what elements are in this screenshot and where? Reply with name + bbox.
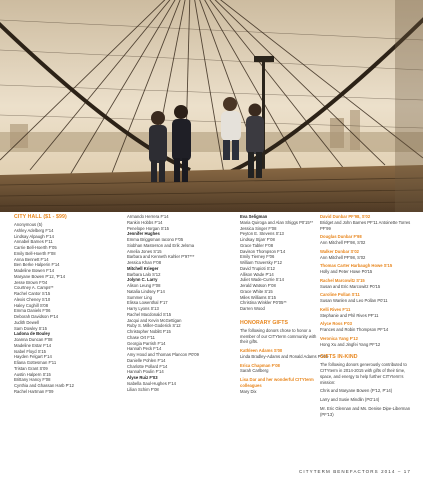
donor-name: Isabella Saul-Hughes F'14 bbox=[127, 380, 176, 386]
donor-name: Jessica Singer F'08 bbox=[240, 225, 277, 231]
donor-name: Madeline Estar F'14 bbox=[14, 342, 52, 348]
donor-name: Christina Winkler P0'05** bbox=[240, 300, 287, 306]
donor-name: Ashley Adelberg F'14 bbox=[14, 227, 54, 233]
donor-name: Eva Seligman bbox=[240, 214, 268, 219]
donor-name: Hannah Peck F'14 bbox=[127, 346, 162, 352]
donor-name: Haley Coghill S'08 bbox=[14, 302, 49, 308]
donor-name: William Traversky F'12 bbox=[240, 260, 282, 265]
donor-name: Barbara and Kenneth Kahler P'97*** bbox=[127, 254, 195, 260]
donor-name: Anna Bennett F'14 bbox=[14, 256, 49, 262]
bridge-photo bbox=[0, 0, 423, 212]
donor-name: Jerald Watson F'08 bbox=[240, 283, 276, 288]
donor-name: Natalia Lindsey F'14 bbox=[127, 288, 165, 294]
honor-donors: Susan and Eric Marcowitz P0'15 bbox=[320, 283, 381, 289]
donor-name: Elissa Lowenthal F'17 bbox=[127, 300, 168, 306]
donor-name: Armando Herrera F'14 bbox=[127, 214, 169, 219]
honoree-name: David Dunbar PF'98, S'02 bbox=[320, 214, 371, 219]
donor-name: Juliet Wade-Currie S'14 bbox=[240, 277, 284, 283]
donor-name: Emily Tierney F'06 bbox=[240, 254, 275, 260]
honoree-name: Alyce Ross F'03 bbox=[320, 321, 352, 327]
honoree-name: Veronica Yang F'12 bbox=[320, 335, 358, 341]
donor-name: Ben Berke Halperin F'14 bbox=[14, 262, 60, 268]
donor-name: Grace White S'15 bbox=[240, 288, 273, 294]
honoree-name: Douglas Dunbar F'98 bbox=[320, 234, 362, 240]
donor-name: Rankin Hobbs F'14 bbox=[127, 219, 163, 225]
gifts-in-kind-heading: GIFTS IN-KIND bbox=[320, 354, 358, 361]
donor-name: Joanna Duncan F'08 bbox=[14, 337, 53, 342]
donor-name: Danielle Pohlen F'14 bbox=[127, 357, 166, 363]
donor-name: Cynthia and Ghassan Harb P'12 bbox=[14, 383, 74, 388]
donor-name: Jesse Brown F'04 bbox=[14, 279, 48, 285]
honorary-gifts-intro: The following donors chose to honor a member of our CITYterm community with their gifts. bbox=[240, 327, 317, 345]
donor-name: Harry Lyons S'13 bbox=[127, 306, 159, 311]
donor-name: Chase Ort F'11 bbox=[127, 334, 155, 340]
donor-name: Hannah Poulin F'14 bbox=[127, 369, 164, 375]
donor-name: Mitchell Krieger bbox=[127, 265, 159, 271]
donor-name: Eliana Gottesman F'11 bbox=[14, 360, 57, 365]
honor-donors: Holly and Peter Howe P0'15 bbox=[320, 269, 373, 274]
honor-donors: Frances and Robin Thompson PF'14 bbox=[320, 327, 389, 332]
honorary-gifts-list-continued bbox=[320, 214, 416, 347]
honor-donors: Bridget and John Barnes PF'11 Antoinette Torres PF'99 bbox=[320, 219, 411, 231]
donor-name: Annabel Barnes F'11 bbox=[14, 239, 53, 245]
honoree-name: Erica Chapman F'08 bbox=[240, 362, 280, 368]
donor-name: Penelope Horgan S'15 bbox=[127, 225, 170, 231]
honor-donors: Sarah Carlberg bbox=[240, 368, 269, 374]
donor-name: Hayden Felgart F'14 bbox=[14, 354, 52, 360]
donor-name: Georgia Parrish F'14 bbox=[127, 340, 166, 346]
donor-name: Emily Bell-Hoerth F'08 bbox=[14, 250, 56, 256]
honorary-gifts-heading: HONORARY GIFTS bbox=[240, 319, 289, 326]
honoree-name: Rachel Marcowitz S'15 bbox=[320, 277, 365, 283]
donor-name: Maria Quiroga and Alan Shiggs P0'15** bbox=[240, 219, 313, 225]
donor-name: Judith Dewell bbox=[14, 319, 39, 325]
donor-name: Amelia Jones S'15 bbox=[127, 248, 162, 254]
donor-name: Courtney A. Camps** bbox=[14, 285, 54, 291]
donor-name: Rachel Cantor S'15 bbox=[14, 291, 51, 296]
in-kind-donor: Chris and Maryane Bowen (P'12, P'14) bbox=[320, 388, 393, 394]
donor-name: Davison Thompson F'14 bbox=[240, 248, 286, 254]
donor-name: Grace Tabler F'08 bbox=[240, 242, 274, 248]
column-honorary-continued bbox=[320, 214, 416, 420]
donor-name: Lindsay Stjarr F'08 bbox=[240, 237, 275, 242]
donor-name: Alison Leung F'08 bbox=[127, 283, 161, 288]
honor-donors: Ann Mitchell PF'98, S'02 bbox=[320, 254, 366, 260]
honor-donors: Susan Wanlen and Leo Pollan P0'11 bbox=[320, 298, 388, 303]
donor-name: Jessica Khan F'08 bbox=[127, 260, 162, 265]
donor-name: Deborah Davidson P'14 bbox=[14, 314, 59, 319]
donor-name: Madeline Bowen F'14 bbox=[14, 268, 55, 273]
donor-name: David Trupioti S'12 bbox=[240, 265, 276, 271]
donor-name: Ruby S. Miller-Goderick S'12 bbox=[127, 323, 181, 329]
donor-name: Darren Wood bbox=[240, 306, 265, 311]
in-kind-donor: Larry and Susie Mindlin (PG'14) bbox=[320, 397, 380, 402]
donor-name: Isabel Floyd S'15 bbox=[14, 348, 46, 354]
donor-name: Anonymous (5) bbox=[14, 222, 43, 227]
honoree-name: Caroline Pollan S'11 bbox=[320, 292, 360, 298]
donor-name: Brittany Hancy F'08 bbox=[14, 377, 51, 383]
honor-donors: Mary Dix bbox=[240, 388, 257, 394]
donor-name: Carrie Bell-Hoerth F'05 bbox=[14, 245, 57, 250]
donor-name: Siobhan Masterson and Erik Jelsma bbox=[127, 242, 195, 248]
donor-name: Allison Wade P'14 bbox=[240, 271, 274, 277]
section-heading: CITY HALL ($1 - $99) bbox=[14, 214, 67, 220]
donor-name: Alexis Cheney S'10 bbox=[14, 296, 51, 302]
column-city-hall bbox=[14, 214, 109, 395]
honor-donors: Stephanie and Phil Rives PF'11 bbox=[320, 312, 379, 318]
donor-name: Tristan Grant S'09 bbox=[14, 365, 48, 371]
donor-name: Rachel Hartman F'09 bbox=[14, 388, 54, 394]
donor-name: Austin Halpern S'15 bbox=[14, 371, 51, 377]
donor-name: Lindsay Alpaugh F'14 bbox=[14, 233, 54, 239]
donor-name: Jolynn C. Larry bbox=[127, 277, 158, 283]
donor-name: Rachel Macdonald S'15 bbox=[127, 311, 172, 317]
donor-name: Miles Williams S'15 bbox=[240, 294, 276, 300]
donor-name: Maryane Bowen P'12, 'P'14 bbox=[14, 273, 66, 279]
donor-name: Barbara Lalo S'12 bbox=[127, 271, 161, 277]
honoree-name: Walker Dunbar S'02 bbox=[320, 248, 360, 254]
donor-name: Sam Dowley S'15 bbox=[14, 325, 47, 331]
donor-name: Ladona de Bouley bbox=[14, 331, 51, 337]
in-kind-donor: Mr. Eric Glennan and Ms. Denise Dipe-Liberman (PF'13) bbox=[320, 405, 411, 417]
donor-name: Jacqui and Kevin McGettigan bbox=[127, 317, 182, 323]
honoree-name: Lisa Dar and her wonderful CITYterm colleagues bbox=[240, 377, 314, 388]
page-footer: CITYTERM BENEFACTORS 2014 – 17 bbox=[299, 469, 411, 474]
donor-name: Charlotte Pollard F'14 bbox=[127, 363, 168, 369]
column-donors-2 bbox=[127, 214, 222, 392]
donor-name: Christopher Noblitt F'15 bbox=[127, 329, 171, 334]
honoree-name: Kathleen Adams S'00 bbox=[240, 348, 283, 353]
donor-name: Peyton E. Stevens S'13 bbox=[240, 231, 284, 237]
honor-donors: Hong Xu and Jingfei Yang PF'12 bbox=[320, 341, 381, 347]
donor-name: Emma Briggsman Iacono F'05 bbox=[127, 237, 184, 242]
honor-donors: Ann Mitchell PF'98, S'02 bbox=[320, 240, 366, 245]
donor-name: Jennifer Hughes bbox=[127, 231, 160, 237]
bridge-photo-illustration bbox=[0, 0, 423, 212]
donor-name: Summer Ling bbox=[127, 294, 152, 300]
donor-name: Emma Daniels F'06 bbox=[14, 308, 51, 314]
donor-name: Amy Hood and Thomas Plancon P0'09 bbox=[127, 352, 199, 357]
donor-name: Alyse Ruiz F'03 bbox=[127, 375, 158, 380]
honor-donors: Linda Bradley-Adams and Ronald Adams P0'05 bbox=[240, 353, 329, 359]
gifts-in-kind-list bbox=[320, 388, 416, 417]
gifts-in-kind-intro: The following donors generously contributed to CITYterm in 2014-2015 with gifts of their time, space, and energy to help further CITYterm's mission: bbox=[320, 362, 407, 385]
honoree-name: Kelli Rives F'11 bbox=[320, 306, 351, 312]
honoree-name: Thomas Carter Harbaugh Howe S'15 bbox=[320, 263, 393, 269]
donor-name: Lilian Schim F'08 bbox=[127, 386, 159, 392]
